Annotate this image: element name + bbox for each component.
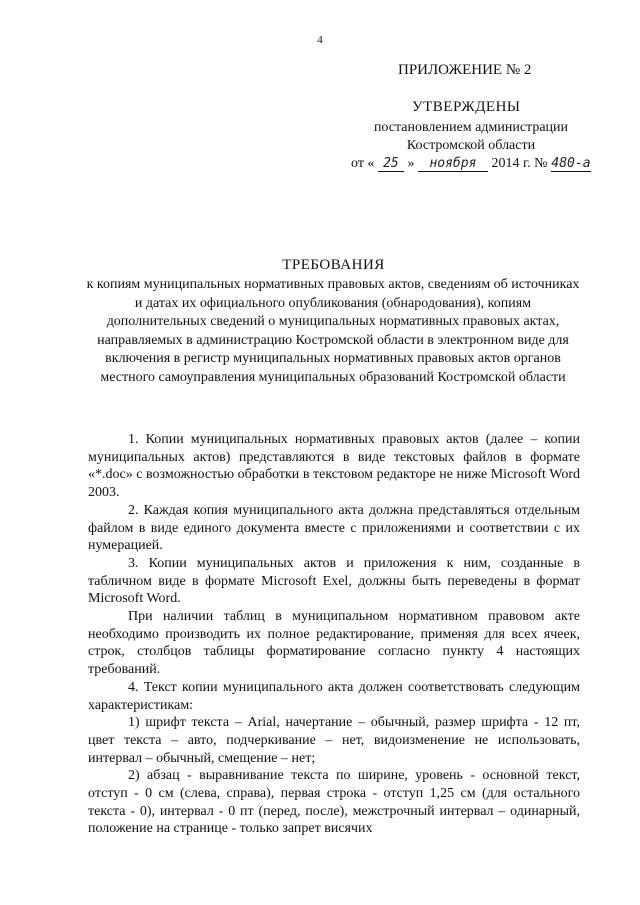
document-body xyxy=(88,431,580,838)
decree-line-2: Костромской области xyxy=(406,138,536,153)
page-number: 4 xyxy=(317,34,323,46)
approved-heading: УТВЕРЖДЕНЫ xyxy=(412,99,521,115)
date-prefix: от « xyxy=(351,156,375,171)
document-subtitle: к копиям муниципальных нормативных правовых актов, сведениям об источниках и датах их официального опубликования (обнародования), копиям дополнительных сведений о муниципальных нормативных правовых актах, направляемых в администрацию Костромской области в электронном виде для включения в регистр муниципальных нормативных правовых актов органов местного самоуправления муниципальных образований Костромской области xyxy=(86,277,580,385)
date-month-field xyxy=(418,157,488,172)
document-title: ТРЕБОВАНИЯ xyxy=(282,257,385,273)
date-day-field xyxy=(378,157,404,172)
paragraph-6: 1) шрифт текста – Arial, начертание – обычный, размер шрифта - 12 пт, цвет текста – авто, подчеркивание – нет, видоизменение не использовать, интервал – обычный, смещение – нет; xyxy=(88,715,580,766)
decree-line-1: постановлением администрации xyxy=(373,120,569,135)
paragraph-2: 2. Каждая копия муниципального акта должна представляться отдельным файлом в виде единого документа вместе с приложениями и соответствии с их нумерацией. xyxy=(88,502,580,554)
paragraph-7: 2) абзац - выравнивание текста по ширине, уровень - основной текст, отступ - 0 см (слева, справа), первая строка - отступ 1,25 см (для остального текста - 0), интервал - 0 пт (перед, после), межстрочный интервал – одинарный, положение на странице - только запрет висячих xyxy=(88,768,580,837)
paragraph-3: 3. Копии муниципальных актов и приложения к ним, созданные в табличном виде в формате Microsoft Exel, должны быть переведены в формат Microsoft Word. xyxy=(88,555,580,607)
paragraph-5: 4. Текст копии муниципального акта должен соответствовать следующим характеристикам: xyxy=(88,679,580,713)
date-day: 25 xyxy=(383,156,399,171)
decree-date-line xyxy=(351,156,591,172)
appendix-heading: ПРИЛОЖЕНИЕ № 2 xyxy=(398,62,532,78)
date-year: 2014 г. № xyxy=(491,156,548,171)
paragraph-4: При наличии таблиц в муниципальном нормативном правовом акте необходимо производить их полное редактирование, применяя для всех ячеек, строк, столбцов таблицы форматирование согласно пункту 4 настоящих требований. xyxy=(88,609,580,678)
paragraph-1: 1. Копии муниципальных нормативных правовых актов (далее – копии муниципальных актов) представляются в виде текстовых файлов в формате «*.doc» с возможностью обработки в текстовом редакторе не ниже Microsoft Word 2003. xyxy=(88,432,580,501)
decree-number-field xyxy=(551,157,591,172)
date-mid: » xyxy=(407,156,415,171)
decree-number: 480-а xyxy=(551,156,591,171)
date-month: ноября xyxy=(429,156,477,171)
